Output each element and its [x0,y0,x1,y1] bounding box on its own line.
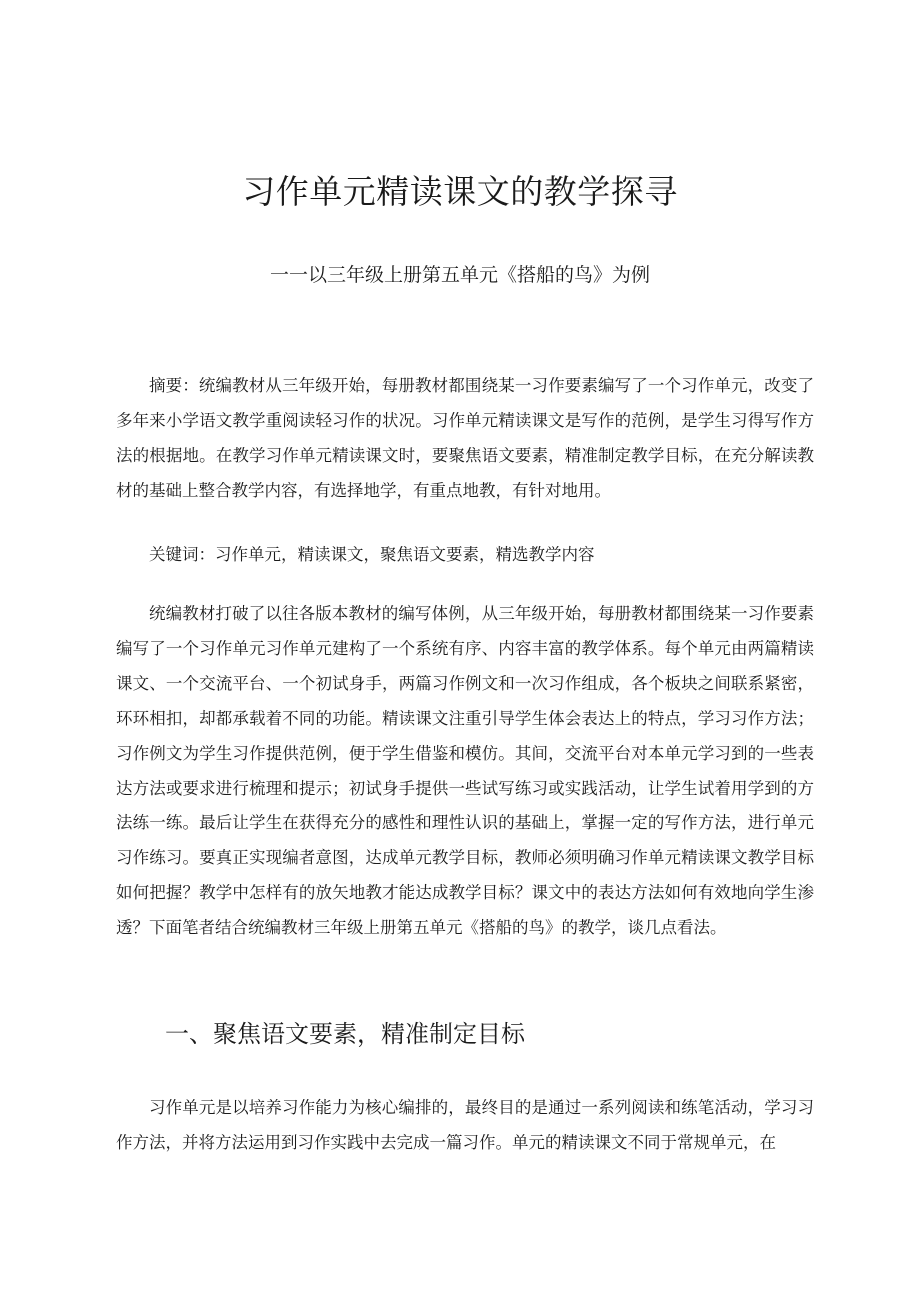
page-subtitle: 一一以三年级上册第五单元《搭船的鸟》为例 [269,264,650,286]
abstract-paragraph: 摘要：统编教材从三年级开始，每册教材都围绕某一习作要素编写了一个习作单元，改变了多年来小学语文教学重阅读轻习作的状况。习作单元精读课文是写作的范例，是学生习得写作方法的根据地。在教学习作单元精读课文时，要聚焦语文要素，精准制定教学目标，在充分解读教材的基础上整合教学内容，有选择地学，有重点地教，有针对地用。 [116,376,814,500]
section-paragraph: 习作单元是以培养习作能力为核心编排的，最终目的是通过一系列阅读和练笔活动，学习习作方法，并将方法运用到习作实践中去完成一篇习作。单元的精读课文不同于常规单元，在 [116,1098,814,1152]
intro-paragraph: 统编教材打破了以往各版本教材的编写体例，从三年级开始，每册教材都围绕某一习作要素编写了一个习作单元习作单元建构了一个系统有序、内容丰富的教学体系。每个单元由两篇精读课文、一个交流平台、一个初试身手，两篇习作例文和一次习作组成，各个板块之间联系紧密，环环相扣，却都承载着不同的功能。精读课文注重引导学生体会表达上的特点，学习习作方法；习作例文为学生习作提供范例，便于学生借鉴和模仿。其间，交流平台对本单元学习到的一些表达方法或要求进行梳理和提示；初试身手提供一些试写练习或实践活动，让学生试着用学到的方法练一练。最后让学生在获得充分的感性和理性认识的基础上，掌握一定的写作方法，进行单元习作练习。要真正实现编者意图，达成单元教学目标，教师必须明确习作单元精读课文教学目标如何把握？教学中怎样有的放矢地教才能达成教学目标？课文中的表达方法如何有效地向学生渗透？下面笔者结合统编教材三年级上册第五单元《搭船的鸟》的教学，谈几点看法。 [116,604,814,938]
section-heading: 一、聚焦语文要素，精准制定目标 [165,1020,525,1048]
keywords-paragraph: 关键词：习作单元，精读课文，聚焦语文要素，精选教学内容 [149,545,595,564]
page-title: 习作单元精读课文的教学探寻 [242,172,678,211]
